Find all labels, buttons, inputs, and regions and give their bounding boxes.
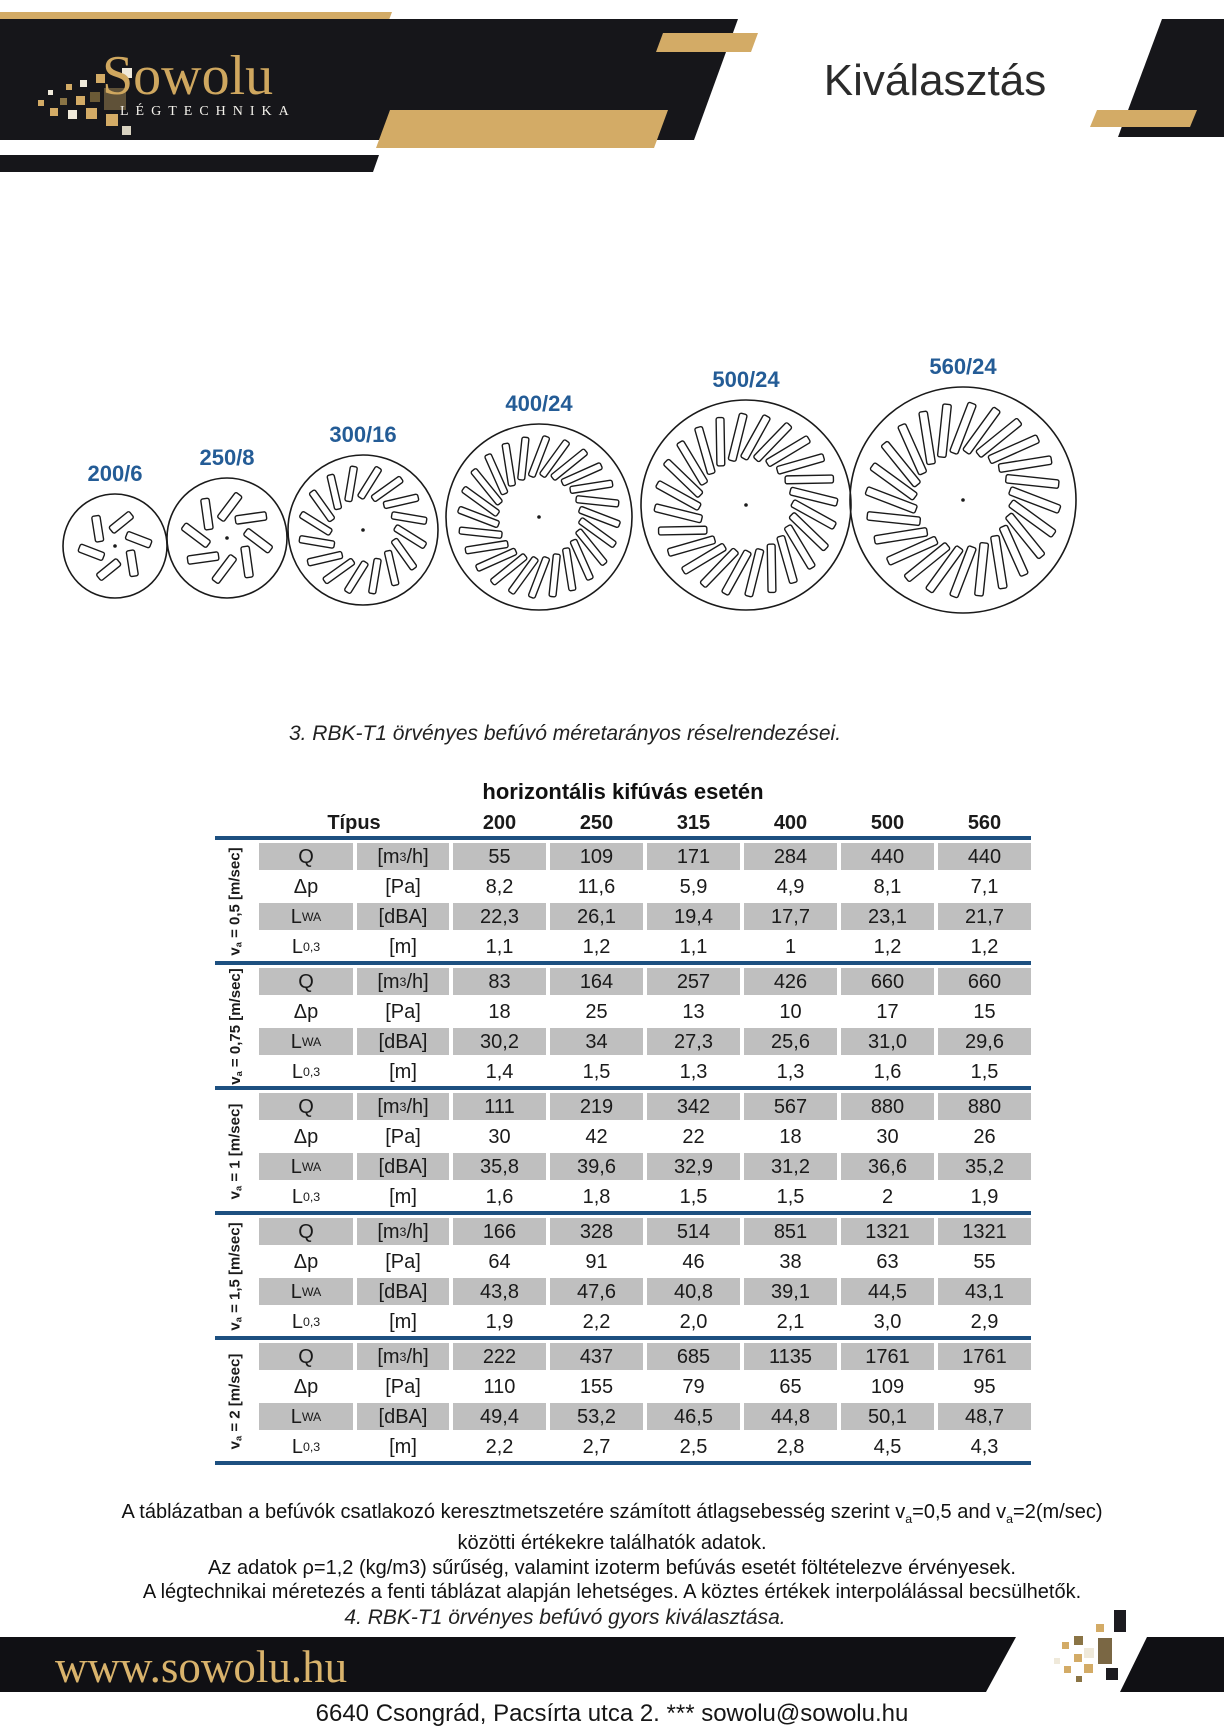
value-cell: 851 [744,1218,837,1245]
param-cell: L WA [259,1278,353,1305]
value-cell: 440 [841,843,934,870]
diffuser-slot [187,552,219,565]
value-cell: 40,8 [647,1278,740,1305]
value-cell: 567 [744,1093,837,1120]
unit-cell: [m] [389,1185,417,1208]
value-cell: 53,2 [550,1403,643,1430]
value-cell: 44,5 [841,1278,934,1305]
value-cell: 222 [453,1343,546,1370]
table-block-4 [215,1343,1031,1460]
param-cell: L 0,3 [291,1060,321,1083]
value-cell: 1,9 [970,1185,999,1208]
param-cell: L 0,3 [291,935,321,958]
table-separator-line [215,836,1031,840]
table-separator-line [215,961,1031,965]
table-block-2 [215,1093,1031,1210]
value-cell: 171 [647,843,740,870]
param-cell: Δp [293,875,319,898]
value-cell: 328 [550,1218,643,1245]
diffuser-slot [307,551,343,566]
value-cell: 1,5 [776,1185,805,1208]
value-cell: 1,3 [679,1060,708,1083]
diffuser-slot [767,544,776,592]
unit-cell: [m] [389,1435,417,1458]
value-cell: 880 [938,1093,1031,1120]
diffuser-slot [241,546,254,578]
selection-caption: 4. RBK-T1 örvényes befúvó gyors kiválasztása. [344,1606,786,1629]
param-cell: L WA [259,1028,353,1055]
value-cell: 34 [550,1028,643,1055]
value-cell: 42 [585,1125,608,1148]
diffuser-slot [562,548,576,591]
diffuser-slot [391,512,427,525]
size-column-header: 250 [579,812,614,834]
value-cell: 1,1 [679,935,708,958]
value-cell: 25 [585,1000,608,1023]
value-cell: 5,9 [679,875,708,898]
page-title: Kiválasztás [823,56,1047,105]
value-cell: 18 [779,1125,802,1148]
velocity-row-label: $v_a = 0,5$ [m/sec] [226,847,244,956]
diffuser-label: 400/24 [505,391,573,416]
value-cell: 111 [453,1093,546,1120]
footnote-line: A légtechnikai méretezés a fenti táblázat alapján lehetséges. A köztes értékek interpolálással becsülhetők. [142,1581,1082,1604]
diffuser-slot [109,511,134,534]
diffuser-slot [716,418,725,466]
value-cell: 43,1 [938,1278,1031,1305]
footnote-line: Az adatok ρ=1,2 (kg/m3) sűrűség, valamint izoterm befúvás esetét föltételezve érvényesek. [208,1556,1016,1579]
size-column-header: 560 [967,812,1002,834]
diffuser-slot [327,474,342,510]
param-cell: L WA [259,903,353,930]
size-column-header: 400 [773,812,808,834]
diffuser-250/8 [167,445,287,598]
value-cell: 2,5 [679,1435,708,1458]
table-separator-line [215,1336,1031,1340]
diffuser-200/6 [63,461,167,598]
value-cell: 30,2 [453,1028,546,1055]
value-cell: 1761 [938,1343,1031,1370]
size-column-header: 200 [482,812,517,834]
value-cell: 22,3 [453,903,546,930]
size-column-header: 315 [676,812,711,834]
value-cell: 426 [744,968,837,995]
diffuser-slot [549,554,560,597]
value-cell: 21,7 [938,903,1031,930]
footnote-line: A táblázatban a befúvók csatlakozó keresztmetszetére számított átlagsebesség szerint $v_a=0,5$ and $v_a=2(m/\sec)$ [121,1501,1103,1526]
diffuser-500/24 [641,367,851,610]
diffuser-slot [125,531,152,548]
value-cell: 2,9 [970,1310,999,1333]
value-cell: 46,5 [647,1403,740,1430]
diffuser-label: 560/24 [929,354,997,379]
value-cell: 11,6 [577,875,616,898]
footer-website: www.sowolu.hu [55,1642,348,1692]
value-cell: 257 [647,968,740,995]
table-block-3 [215,1218,1031,1335]
value-cell: 65 [779,1375,802,1398]
figure-caption: 3. RBK-T1 örvényes befúvó méretarányos réselrendezései. [288,722,842,745]
value-cell: 8,2 [485,875,514,898]
value-cell: 1 [784,935,797,958]
value-cell: 17,7 [744,903,837,930]
header-gold-bar-big [376,110,668,148]
value-cell: 91 [585,1250,608,1273]
diffuser-slot [998,456,1052,473]
value-cell: 1,9 [485,1310,514,1333]
diffuser-300/16 [288,422,438,605]
param-cell: Δp [293,1125,319,1148]
diffuser-560/24 [850,354,1076,613]
diffuser-slot [867,512,921,526]
param-cell: L WA [259,1153,353,1180]
diffuser-slot [785,475,833,484]
value-cell: 1321 [938,1218,1031,1245]
value-cell: 1761 [841,1343,934,1370]
value-cell: 15 [973,1000,996,1023]
param-cell: Δp [293,1250,319,1273]
diffuser-slot [937,404,951,458]
value-cell: 3,0 [873,1310,902,1333]
value-cell: 284 [744,843,837,870]
value-cell: 22 [682,1125,705,1148]
param-cell: Q [259,843,353,870]
value-cell: 2,8 [776,1435,805,1458]
value-cell: 1,2 [970,935,999,958]
value-cell: 2,7 [582,1435,611,1458]
logo-text: Sowolu [102,45,274,107]
value-cell: 2,2 [485,1435,514,1458]
unit-cell: [m 3 /h] [357,968,449,995]
diffuser-slot [369,558,382,594]
diffuser-slot [235,512,267,525]
unit-cell: [m 3 /h] [357,843,449,870]
value-cell: 29,6 [938,1028,1031,1055]
param-cell: Q [259,968,353,995]
value-cell: 8,1 [873,875,902,898]
value-cell: 49,4 [453,1403,546,1430]
unit-cell: [dBA] [357,1028,449,1055]
value-cell: 26,1 [550,903,643,930]
value-cell: 155 [579,1375,614,1398]
value-cell: 1135 [744,1343,837,1370]
value-cell: 18 [488,1000,511,1023]
unit-cell: [m] [389,1310,417,1333]
diffuser-slot [576,496,619,507]
value-cell: 55 [973,1250,996,1273]
diffuser-400/24 [446,391,632,610]
param-cell: L 0,3 [291,1185,321,1208]
diffuser-slot [874,528,928,545]
param-cell: Q [259,1343,353,1370]
value-cell: 1,5 [679,1185,708,1208]
unit-cell: [m 3 /h] [357,1093,449,1120]
value-cell: 880 [841,1093,934,1120]
value-cell: 2,1 [776,1310,805,1333]
value-cell: 31,0 [841,1028,934,1055]
value-cell: 1,5 [970,1060,999,1083]
unit-cell: [m] [389,935,417,958]
value-cell: 1,3 [776,1060,805,1083]
value-cell: 1,5 [582,1060,611,1083]
value-cell: 19,4 [647,903,740,930]
unit-cell: [m] [389,1060,417,1083]
unit-cell: [Pa] [385,1375,421,1398]
value-cell: 43,8 [453,1278,546,1305]
unit-cell: [Pa] [385,1250,421,1273]
value-cell: 4,3 [970,1435,999,1458]
value-cell: 2,0 [679,1310,708,1333]
unit-cell: [m 3 /h] [357,1343,449,1370]
value-cell: 26 [973,1125,996,1148]
type-column-header: Típus [327,812,381,834]
table-separator-line [215,1086,1031,1090]
value-cell: 46 [682,1250,705,1273]
table-header-row [215,807,1031,834]
table-block-0 [215,843,1031,960]
value-cell: 36,6 [841,1153,934,1180]
diffuser-label: 250/8 [199,445,255,470]
diffuser-slot [201,498,214,530]
diffuser-slot [659,526,707,535]
logo-subtext: LÉGTECHNIKA [120,104,296,119]
param-cell: L 0,3 [291,1435,321,1458]
value-cell: 13 [682,1000,705,1023]
diffuser-slot [570,480,613,494]
value-cell: 23,1 [841,903,934,930]
value-cell: 95 [973,1375,996,1398]
value-cell: 30 [488,1125,511,1148]
table-separator-line [215,1211,1031,1215]
unit-cell: [Pa] [385,1125,421,1148]
param-cell: L 0,3 [291,1310,321,1333]
value-cell: 219 [550,1093,643,1120]
diffuser-slot [975,542,989,596]
value-cell: 35,8 [453,1153,546,1180]
value-cell: 25,6 [744,1028,837,1055]
diffuser-slot [96,558,121,581]
data-table [215,807,1031,1465]
velocity-row-label: $v_a = 2$ [m/sec] [226,1353,244,1450]
diffuser-label: 500/24 [712,367,780,392]
value-cell: 10 [779,1000,802,1023]
diffuser-slot [126,550,138,577]
value-cell: 110 [483,1375,516,1398]
value-cell: 7,1 [970,875,999,898]
diffuser-slot [299,536,335,549]
diffuser-label: 200/6 [87,461,143,486]
value-cell: 4,5 [873,1435,902,1458]
value-cell: 17 [876,1000,899,1023]
value-cell: 342 [647,1093,740,1120]
value-cell: 1,2 [582,935,611,958]
diffuser-slot [919,411,936,465]
value-cell: 27,3 [647,1028,740,1055]
value-cell: 31,2 [744,1153,837,1180]
unit-cell: [Pa] [385,875,421,898]
param-cell: Q [259,1218,353,1245]
value-cell: 166 [453,1218,546,1245]
value-cell: 164 [550,968,643,995]
value-cell: 1,6 [485,1185,514,1208]
unit-cell: [dBA] [357,903,449,930]
value-cell: 1,1 [485,935,514,958]
value-cell: 660 [938,968,1031,995]
value-cell: 79 [682,1375,705,1398]
diffuser-slot [78,544,105,561]
value-cell: 440 [938,843,1031,870]
value-cell: 1,8 [582,1185,611,1208]
value-cell: 38 [779,1250,802,1273]
unit-cell: [dBA] [357,1278,449,1305]
param-cell: Δp [293,1000,319,1023]
value-cell: 109 [870,1375,905,1398]
footer-address: 6640 Csongrád, Pacsírta utca 2. *** sowolu@sowolu.hu [315,1700,909,1727]
value-cell: 30 [876,1125,899,1148]
header-gold-bar-right [1090,110,1197,127]
velocity-row-label: $v_a = 0,75$ [m/sec] [226,968,244,1085]
diffuser-slot [459,527,502,538]
value-cell: 109 [550,843,643,870]
table-separator-line [215,1461,1031,1465]
value-cell: 39,6 [550,1153,643,1180]
param-cell: Δp [293,1375,319,1398]
unit-cell: [dBA] [357,1403,449,1430]
value-cell: 1321 [841,1218,934,1245]
diffuser-slot [991,535,1008,589]
diffuser-slot [1005,474,1059,488]
unit-cell: [dBA] [357,1153,449,1180]
header-gold-bar-small [656,33,758,52]
diffuser-slot [92,515,104,542]
value-cell: 35,2 [938,1153,1031,1180]
value-cell: 437 [550,1343,643,1370]
diffuser-slot [518,437,529,480]
diffuser-slot [384,550,399,586]
value-cell: 55 [453,843,546,870]
value-cell: 514 [647,1218,740,1245]
value-cell: 63 [876,1250,899,1273]
value-cell: 660 [841,968,934,995]
value-cell: 50,1 [841,1403,934,1430]
unit-cell: [Pa] [385,1000,421,1023]
diffuser-figure [0,330,1224,625]
logo [34,45,334,128]
header-black-stripe-thin [0,155,379,172]
value-cell: 47,6 [550,1278,643,1305]
value-cell: 4,9 [776,875,805,898]
size-column-header: 500 [870,812,905,834]
value-cell: 2 [881,1185,894,1208]
value-cell: 685 [647,1343,740,1370]
value-cell: 39,1 [744,1278,837,1305]
diffuser-slot [383,494,419,509]
value-cell: 2,2 [582,1310,611,1333]
value-cell: 32,9 [647,1153,740,1180]
diffuser-label: 300/16 [329,422,397,447]
diffuser-slot [502,443,516,486]
value-cell: 64 [488,1250,511,1273]
table-block-1 [215,968,1031,1085]
table-title: horizontális kifúvás esetén [482,779,764,804]
value-cell: 83 [453,968,546,995]
footer-mosaic-icon [1018,1608,1148,1692]
param-cell: L WA [259,1403,353,1430]
value-cell: 1,4 [485,1060,514,1083]
footnotes [0,1500,1224,1605]
velocity-row-label: $v_a = 1$ [m/sec] [226,1103,244,1200]
param-cell: Q [259,1093,353,1120]
value-cell: 1,2 [873,935,902,958]
value-cell: 44,8 [744,1403,837,1430]
diffuser-slot [465,540,508,554]
value-cell: 1,6 [873,1060,902,1083]
velocity-row-label: $v_a = 1,5$ [m/sec] [226,1222,244,1331]
value-cell: 48,7 [938,1403,1031,1430]
unit-cell: [m 3 /h] [357,1218,449,1245]
footnote-line: közötti értékekre találhatók adatok. [457,1532,767,1555]
diffuser-slot [345,466,358,502]
